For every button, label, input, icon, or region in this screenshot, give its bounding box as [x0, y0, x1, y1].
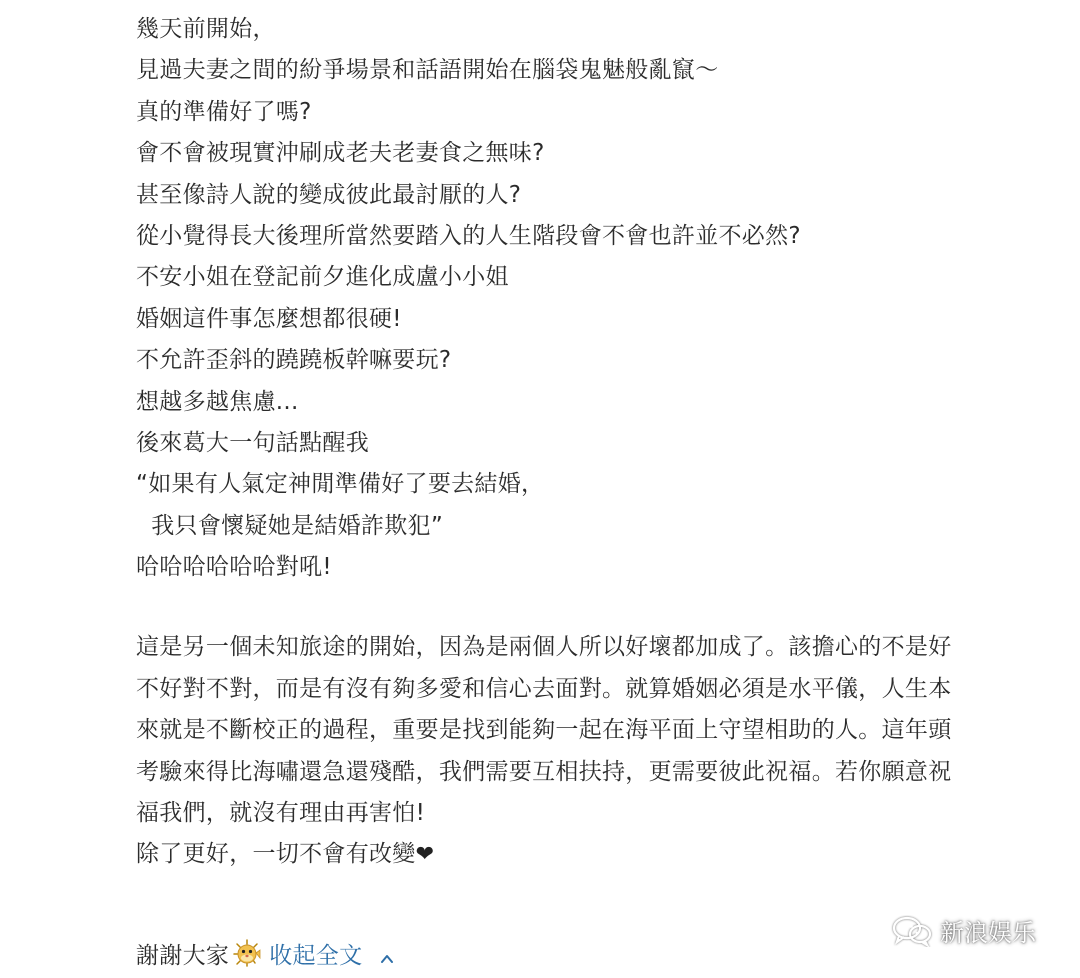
- chevron-up-icon[interactable]: [380, 946, 394, 960]
- post-body: [136, 9, 1041, 876]
- post-line: 後來葛大一句話點醒我: [136, 429, 369, 456]
- post-line: 婚姻這件事怎麼想都很硬!: [136, 305, 402, 332]
- post-footer: [136, 933, 394, 973]
- watermark-text: 新浪娱乐: [940, 919, 1036, 947]
- collapse-text-button[interactable]: [269, 937, 362, 970]
- wechat-logo-icon: [890, 915, 934, 947]
- post-line: 想越多越焦慮...: [136, 388, 299, 415]
- collapse-label[interactable]: 收起全文: [269, 942, 363, 969]
- post-line: 哈哈哈哈哈哈對吼!: [136, 554, 332, 581]
- closing-line: [136, 834, 1041, 875]
- closing-text: 除了更好，一切不會有改變: [136, 841, 416, 868]
- post-line: 不安小姐在登記前夕進化成盧小小姐: [136, 264, 509, 291]
- paragraph-line: 不好對不對，而是有沒有夠多愛和信心去面對。就算婚姻必須是水平儀，人生本: [136, 675, 952, 702]
- post-paragraph: [136, 627, 1041, 834]
- paragraph-line: 考驗來得比海嘯還急還殘酷，我們需要互相扶持，更需要彼此祝福。若你願意祝: [136, 758, 952, 785]
- thanks-text: 謝謝大家: [136, 942, 230, 969]
- paragraph-line: 來就是不斷校正的過程，重要是找到能夠一起在海平面上守望相助的人。這年頭: [136, 717, 952, 744]
- post-line: 幾天前開始，: [136, 16, 276, 42]
- paragraph-line: 福我們，就沒有理由再害怕!: [136, 800, 426, 827]
- paragraph-gap: [136, 588, 1041, 627]
- post-line: 會不會被現實沖刷成老夫老妻食之無味?: [136, 140, 545, 167]
- post-line: 從小覺得長大後理所當然要踏入的人生階段會不會也許並不必然?: [136, 222, 801, 249]
- quote-line: 我只會懷疑她是結婚詐欺犯”: [136, 512, 444, 539]
- paragraph-line: 這是另一個未知旅途的開始，因為是兩個人所以好壞都加成了。該擔心的不是好: [136, 634, 952, 661]
- post-line: 不允許歪斜的蹺蹺板幹嘛要玩?: [136, 347, 452, 374]
- post-line: 見過夫妻之間的紛爭場景和話語開始在腦袋鬼魅般亂竄～: [136, 57, 719, 84]
- post-line: 甚至像詩人說的變成彼此最討厭的人?: [136, 181, 522, 208]
- heart-icon: ❤: [415, 842, 435, 868]
- watermark: [890, 913, 1036, 948]
- pufferfish-emoji-icon: [233, 939, 261, 967]
- post-line: 真的準備好了嗎?: [136, 98, 312, 125]
- quote-line: “如果有人氣定神閒準備好了要去結婚，: [136, 471, 545, 498]
